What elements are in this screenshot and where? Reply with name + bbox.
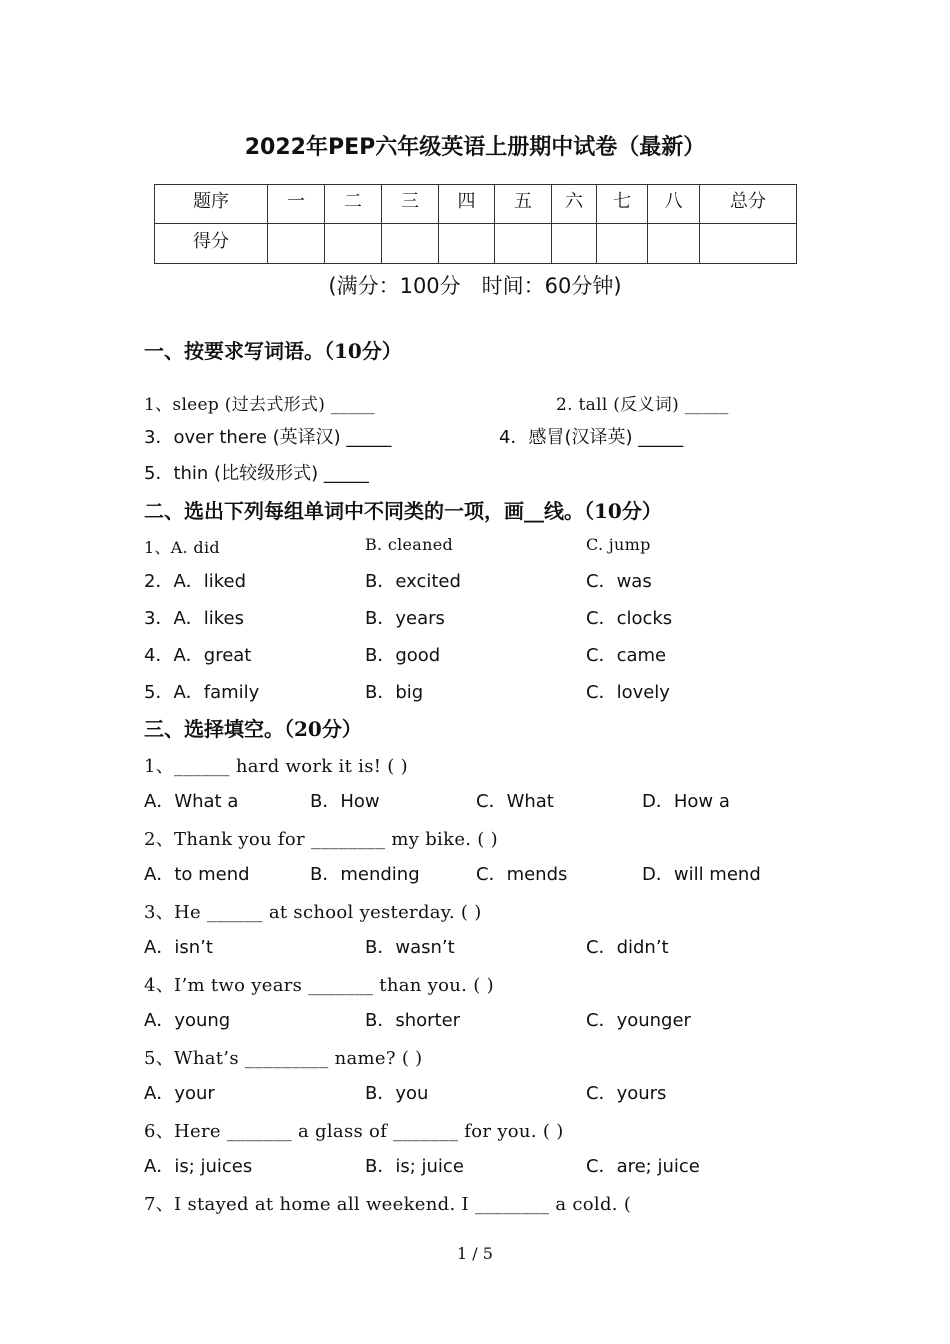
score-table-header-cell: 八: [648, 185, 700, 224]
section-3-q1-option-b: B．How: [310, 791, 380, 812]
section-3-q1-option-d: D．How a: [642, 791, 730, 812]
section-2-row-5-c: C．lovely: [586, 682, 670, 703]
section-2-row-1-b: B. cleaned: [365, 535, 454, 554]
section-2-row-4-a: 4．A．great: [144, 645, 252, 666]
score-cell[interactable]: [552, 224, 597, 264]
section-3-question-5: 5、What’s _________ name? ( ): [144, 1048, 423, 1069]
section-2-row-2-c: C．was: [586, 571, 652, 592]
score-table-header-row: [155, 185, 797, 224]
section-3-q3-option-b: B．wasn’t: [365, 937, 455, 958]
score-table-header-cell: 五: [495, 185, 552, 224]
section-2-row-1-c: C. jump: [586, 535, 651, 554]
page-number: 1 / 5: [457, 1244, 493, 1263]
score-table-score-row: [155, 224, 797, 264]
score-table-header-cell: 四: [439, 185, 495, 224]
section-3-q6-option-b: B．is; juice: [365, 1156, 464, 1177]
section-2-row-2-b: B．excited: [365, 571, 461, 592]
section-3-question-3: 3、He ______ at school yesterday. ( ): [144, 902, 482, 923]
section-2-row-4-b: B．good: [365, 645, 441, 666]
section-3-q2-option-c: C．mends: [476, 864, 568, 885]
section-3-q3-option-c: C．didn’t: [586, 937, 669, 958]
section-3-question-6: 6、Here _______ a glass of _______ for you. ( ): [144, 1121, 564, 1142]
section-3-q4-option-c: C．younger: [586, 1010, 691, 1031]
section-1-question-1: 1、sleep (过去式形式) _____: [144, 395, 375, 415]
section-3-q5-option-c: C．yours: [586, 1083, 667, 1104]
section-1-question-2: 2. tall (反义词) _____: [556, 395, 729, 415]
score-table-header-cell: 二: [325, 185, 382, 224]
score-cell[interactable]: [439, 224, 495, 264]
section-3-heading: 三、选择填空。（20分）: [144, 717, 362, 741]
score-table-header-cell: 三: [382, 185, 439, 224]
section-2-row-3-c: C．clocks: [586, 608, 673, 629]
section-2-row-2-a: 2．A．liked: [144, 571, 247, 592]
section-3-question-1: 1、______ hard work it is! ( ): [144, 756, 408, 777]
section-3-q4-option-b: B．shorter: [365, 1010, 461, 1031]
section-2-row-3-b: B．years: [365, 608, 445, 629]
section-3-question-2: 2、Thank you for ________ my bike. ( ): [144, 829, 498, 850]
score-table-header-cell: 题序: [155, 185, 268, 224]
section-1-question-3: 3．over there (英译汉) _____: [144, 427, 392, 448]
section-2-row-1-a: 1、A. did: [144, 538, 220, 557]
score-table-header-cell: 一: [268, 185, 325, 224]
section-2-row-4-c: C．came: [586, 645, 667, 666]
section-1-heading: 一、按要求写词语。（10分）: [144, 339, 402, 363]
score-cell[interactable]: [700, 224, 797, 264]
section-3-question-7: 7、I stayed at home all weekend. I ________ a cold. (: [144, 1194, 632, 1215]
score-cell[interactable]: [597, 224, 648, 264]
section-3-question-4: 4、I’m two years _______ than you. ( ): [144, 975, 494, 996]
score-cell[interactable]: [382, 224, 439, 264]
section-3-q6-option-a: A．is; juices: [144, 1156, 253, 1177]
section-1-question-4: 4．感冒(汉译英) _____: [499, 427, 684, 448]
score-cell[interactable]: [268, 224, 325, 264]
score-cell[interactable]: [648, 224, 700, 264]
score-cell[interactable]: [495, 224, 552, 264]
section-3-q5-option-b: B．you: [365, 1083, 429, 1104]
section-3-q6-option-c: C．are; juice: [586, 1156, 700, 1177]
section-3-q2-option-b: B．mending: [310, 864, 420, 885]
full-score-time: (满分：100分 时间：60分钟): [328, 274, 622, 298]
section-3-q1-option-c: C．What: [476, 791, 554, 812]
score-table-header-cell: 七: [597, 185, 648, 224]
section-3-q3-option-a: A．isn’t: [144, 937, 213, 958]
section-3-q1-option-a: A．What a: [144, 791, 239, 812]
section-3-q2-option-a: A．to mend: [144, 864, 250, 885]
section-2-row-3-a: 3．A．likes: [144, 608, 245, 629]
score-table: [154, 184, 797, 264]
score-table-row-label: 得分: [155, 224, 268, 264]
section-2-row-5-b: B．big: [365, 682, 424, 703]
score-cell[interactable]: [325, 224, 382, 264]
section-1-question-5: 5．thin (比较级形式) _____: [144, 463, 369, 484]
section-2-heading: 二、选出下列每组单词中不同类的一项，画__线。（10分）: [144, 499, 662, 523]
page-title: 2022年PEP六年级英语上册期中试卷（最新）: [244, 135, 706, 160]
section-3-q4-option-a: A．young: [144, 1010, 231, 1031]
score-table-header-cell: 总分: [700, 185, 797, 224]
score-table-header-cell: 六: [552, 185, 597, 224]
section-3-q5-option-a: A．your: [144, 1083, 215, 1104]
section-2-row-5-a: 5．A．family: [144, 682, 260, 703]
section-3-q2-option-d: D．will mend: [642, 864, 761, 885]
